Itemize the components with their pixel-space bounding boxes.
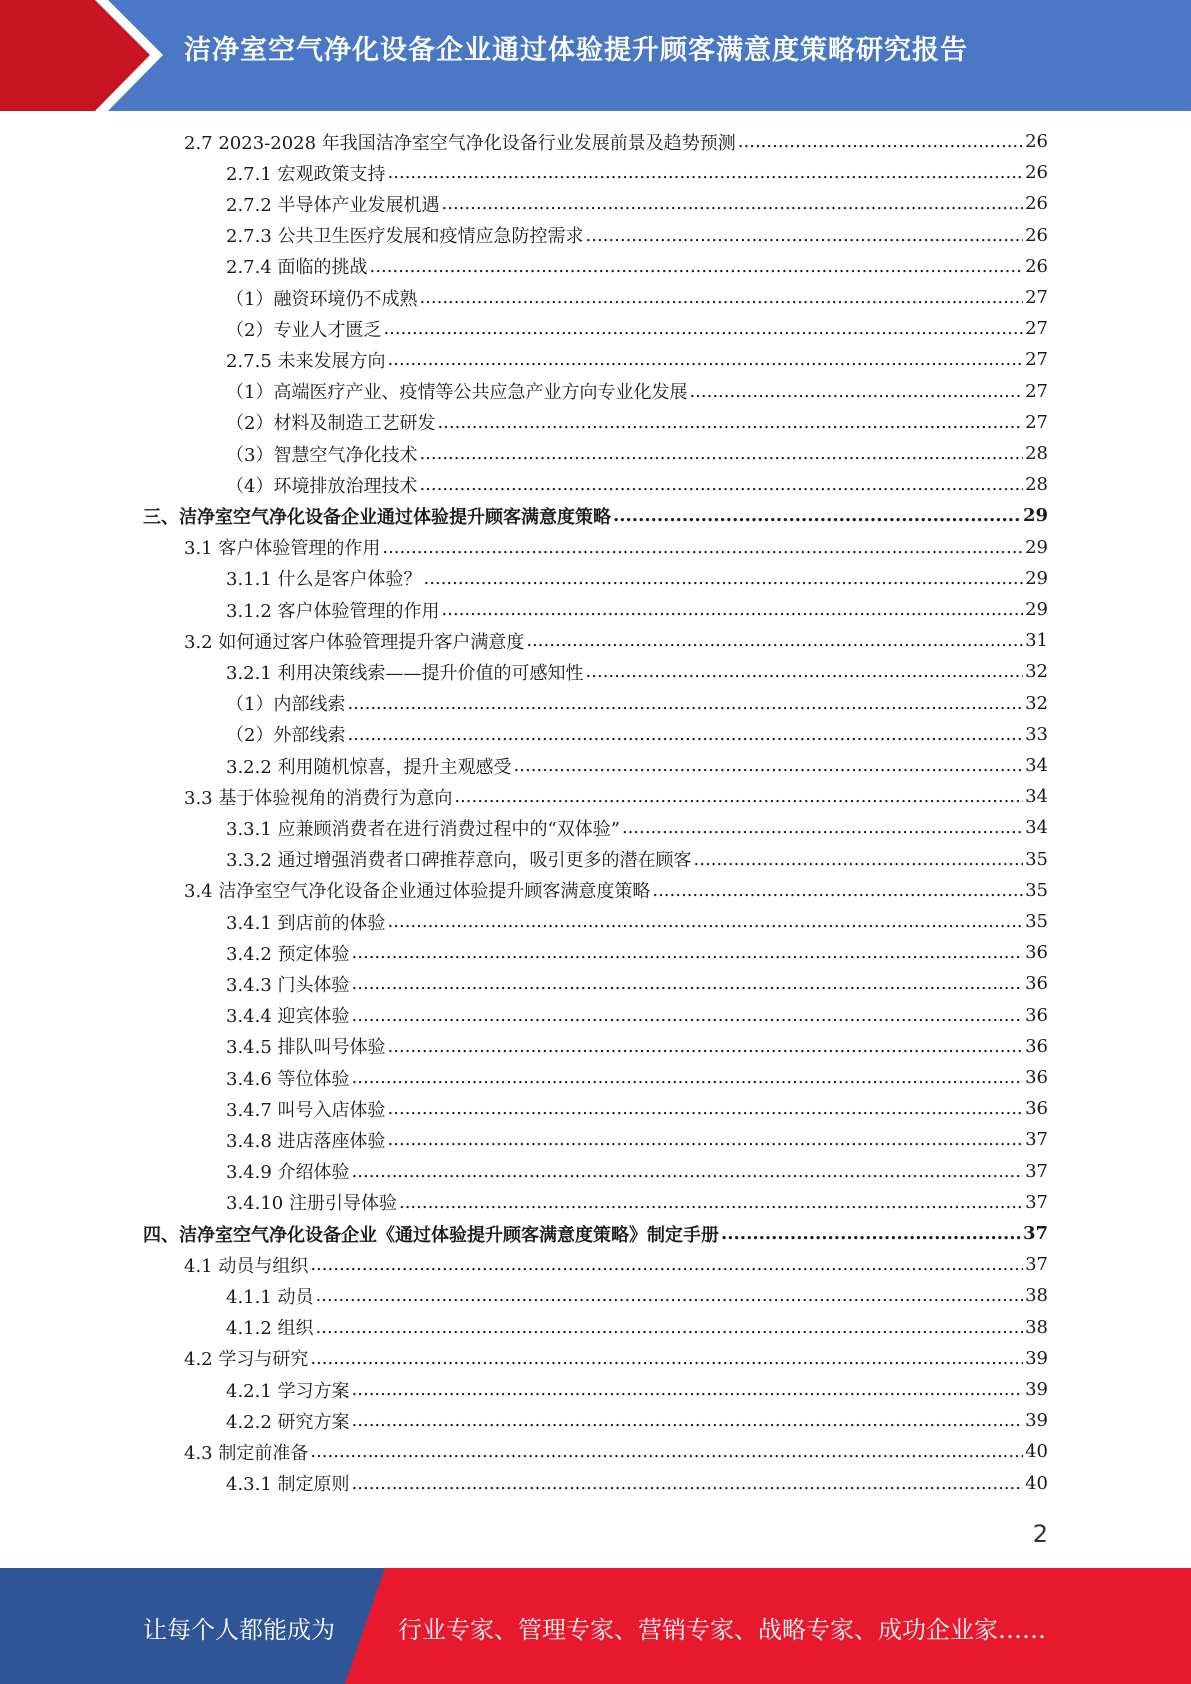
- toc-entry[interactable]: [226, 469, 1048, 500]
- toc-entry-page: 36: [1025, 973, 1048, 995]
- toc-leader-dots: [419, 474, 1023, 495]
- toc-entry-page: 35: [1025, 848, 1048, 870]
- toc-entry[interactable]: [226, 1031, 1048, 1062]
- toc-leader-dots: [316, 1317, 1024, 1338]
- toc-leader-dots: [388, 349, 1024, 370]
- toc-entry-page: 27: [1025, 318, 1048, 340]
- toc-entry-title: （2）专业人才匮乏: [226, 319, 382, 341]
- toc-leader-dots: [514, 755, 1024, 776]
- toc-leader-dots: [442, 599, 1024, 620]
- toc-leader-dots: [316, 1285, 1024, 1306]
- toc-entry-title: 3.3.1 应兼顾消费者在进行消费过程中的“双体验”: [226, 818, 620, 840]
- toc-entry-title: 3.4.2 预定体验: [226, 943, 350, 965]
- toc-entry-title: 四、洁净室空气净化设备企业《通过体验提升顾客满意度策略》制定手册: [143, 1224, 719, 1246]
- toc-entry-title: 2.7.2 半导体产业发展机遇: [226, 194, 440, 216]
- toc-entry-title: 2.7.4 面临的挑战: [226, 257, 368, 279]
- toc-entry[interactable]: [226, 1187, 1048, 1218]
- toc-entry-page: 37: [1025, 1191, 1048, 1213]
- toc-leader-dots: [613, 505, 1021, 526]
- toc-leader-dots: [352, 942, 1024, 963]
- toc-entry-page: 37: [1025, 1254, 1048, 1276]
- toc-entry-page: 39: [1025, 1379, 1048, 1400]
- toc-leader-dots: [352, 973, 1024, 994]
- toc-entry[interactable]: [226, 376, 1048, 407]
- toc-entry-page: 26: [1025, 193, 1048, 215]
- toc-entry-title: 4.1.1 动员: [226, 1286, 314, 1308]
- toc-entry[interactable]: [143, 1218, 1048, 1249]
- toc-entry-page: 34: [1025, 786, 1048, 808]
- toc-entry[interactable]: [226, 844, 1048, 875]
- toc-entry[interactable]: [226, 407, 1048, 438]
- toc-entry-page: 27: [1025, 380, 1048, 402]
- toc-entry-title: 4.2.1 学习方案: [226, 1380, 350, 1402]
- toc-entry[interactable]: [226, 282, 1048, 313]
- toc-entry[interactable]: [226, 1156, 1048, 1187]
- toc-entry-title: 4.3.1 制定原则: [226, 1474, 350, 1496]
- toc-entry-title: 4.2.2 研究方案: [226, 1411, 350, 1433]
- toc-entry-page: 37: [1025, 1160, 1048, 1182]
- toc-entry-title: 4.1 动员与组织: [184, 1255, 309, 1277]
- toc-entry-title: （3）智慧空气净化技术: [226, 444, 418, 466]
- toc-entry[interactable]: [184, 1343, 1048, 1374]
- toc-entry-title: 三、洁净室空气净化设备企业通过体验提升顾客满意度策略: [143, 506, 611, 528]
- toc-entry-page: 40: [1025, 1441, 1048, 1463]
- toc-leader-dots: [388, 1129, 1024, 1150]
- toc-leader-dots: [652, 880, 1023, 901]
- toc-entry-page: 37: [1025, 1129, 1048, 1151]
- toc-leader-dots: [352, 1161, 1024, 1182]
- toc-entry[interactable]: [226, 1374, 1048, 1405]
- toc-entry[interactable]: [226, 1124, 1048, 1155]
- toc-leader-dots: [352, 1379, 1024, 1400]
- toc-entry-title: 3.4.3 门头体验: [226, 974, 350, 996]
- page-footer: [0, 1568, 1191, 1684]
- toc-entry[interactable]: [143, 500, 1048, 531]
- toc-entry-page: 36: [1025, 1098, 1048, 1120]
- toc-entry-title: 2.7.5 未来发展方向: [226, 350, 386, 372]
- toc-entry-page: 39: [1025, 1410, 1048, 1432]
- toc-entry[interactable]: [184, 126, 1048, 157]
- toc-leader-dots: [310, 1348, 1023, 1369]
- toc-entry[interactable]: [226, 812, 1048, 843]
- toc-leader-dots: [586, 225, 1024, 246]
- toc-leader-dots: [399, 1192, 1023, 1213]
- toc-entry-page: 32: [1025, 692, 1048, 714]
- toc-leader-dots: [383, 318, 1023, 339]
- toc-entry[interactable]: [226, 157, 1048, 188]
- toc-entry-title: （1）高端医疗产业、疫情等公共应急产业方向专业化发展: [226, 382, 688, 404]
- toc-leader-dots: [454, 786, 1023, 807]
- toc-entry-page: 35: [1025, 879, 1048, 901]
- toc-entry-page: 38: [1025, 1285, 1048, 1307]
- toc-entry-title: 4.3 制定前准备: [184, 1442, 309, 1464]
- toc-leader-dots: [721, 1223, 1021, 1244]
- toc-entry[interactable]: [226, 656, 1048, 687]
- toc-entry[interactable]: [226, 937, 1048, 968]
- toc-leader-dots: [388, 162, 1024, 183]
- toc-entry-title: 3.2.1 利用决策线索——提升价值的可感知性: [226, 662, 584, 684]
- toc-entry-page: 27: [1025, 287, 1048, 308]
- page-number: 2: [1032, 1520, 1048, 1548]
- toc-entry-title: 3.4.1 到店前的体验: [226, 912, 386, 934]
- toc-entry[interactable]: [184, 532, 1048, 563]
- toc-entry-title: 2.7.1 宏观政策支持: [226, 163, 386, 185]
- toc-leader-dots: [526, 630, 1023, 651]
- toc-entry[interactable]: [226, 313, 1048, 344]
- toc-entry-page: 31: [1025, 630, 1048, 652]
- toc-entry[interactable]: [184, 875, 1048, 906]
- toc-entry-title: 3.2.2 利用随机惊喜，提升主观感受: [226, 756, 512, 778]
- toc-leader-dots: [586, 661, 1024, 682]
- toc-leader-dots: [382, 537, 1023, 558]
- toc-entry-page: 29: [1025, 599, 1048, 620]
- toc-entry-title: 3.3.2 通过增强消费者口碑推荐意向，吸引更多的潜在顾客: [226, 850, 692, 872]
- toc-entry[interactable]: [226, 906, 1048, 937]
- toc-entry-title: （1）融资环境仍不成熟: [226, 288, 418, 310]
- toc-entry-page: 29: [1025, 567, 1048, 589]
- toc-entry[interactable]: [226, 719, 1048, 750]
- toc-leader-dots: [419, 443, 1023, 464]
- toc-entry-page: 36: [1025, 1035, 1048, 1057]
- footer-slogan-right: 行业专家、管理专家、营销专家、战略专家、成功企业家……: [398, 1616, 1046, 1644]
- toc-leader-dots: [622, 817, 1023, 838]
- toc-entry[interactable]: [184, 781, 1048, 812]
- toc-entry[interactable]: [226, 344, 1048, 375]
- toc-entry[interactable]: [226, 1093, 1048, 1124]
- toc-entry[interactable]: [226, 594, 1048, 625]
- toc-leader-dots: [424, 568, 1024, 589]
- toc-entry-page: 40: [1025, 1472, 1048, 1494]
- toc-entry-title: 3.3 基于体验视角的消费行为意向: [184, 787, 453, 809]
- toc-entry-page: 27: [1025, 411, 1048, 433]
- toc-entry[interactable]: [226, 1000, 1048, 1031]
- toc-entry[interactable]: [184, 625, 1048, 656]
- toc-entry[interactable]: [226, 1280, 1048, 1311]
- toc-entry-page: 36: [1025, 1004, 1048, 1026]
- toc-leader-dots: [347, 693, 1023, 714]
- toc-leader-dots: [694, 849, 1024, 870]
- toc-entry-title: 3.4.9 介绍体验: [226, 1162, 350, 1184]
- toc-entry-title: 3.1.2 客户体验管理的作用: [226, 600, 440, 622]
- toc-entry-title: 3.4 洁净室空气净化设备企业通过体验提升顾客满意度策略: [184, 881, 651, 903]
- toc-leader-dots: [689, 381, 1023, 402]
- toc-entry-title: 3.4.6 等位体验: [226, 1068, 350, 1090]
- toc-entry-page: 29: [1025, 536, 1048, 558]
- toc-leader-dots: [388, 1036, 1024, 1057]
- toc-entry[interactable]: [226, 1468, 1048, 1499]
- toc-entry[interactable]: [226, 688, 1048, 719]
- toc-entry-page: 39: [1025, 1347, 1048, 1369]
- toc-entry[interactable]: [226, 220, 1048, 251]
- toc-entry-page: 37: [1022, 1223, 1048, 1244]
- toc-entry[interactable]: [184, 1249, 1048, 1280]
- toc-entry-title: 3.1 客户体验管理的作用: [184, 538, 381, 560]
- toc-entry[interactable]: [226, 750, 1048, 781]
- toc-leader-dots: [352, 1473, 1024, 1494]
- toc-entry[interactable]: [226, 968, 1048, 999]
- toc-entry-page: 29: [1022, 505, 1048, 527]
- toc-entry-page: 26: [1025, 224, 1048, 246]
- toc-entry-page: 26: [1025, 255, 1048, 277]
- toc-leader-dots: [419, 287, 1023, 308]
- toc-entry[interactable]: [226, 251, 1048, 282]
- toc-entry-title: 3.4.10 注册引导体验: [226, 1193, 397, 1215]
- toc-leader-dots: [352, 1005, 1024, 1026]
- toc-entry-title: 4.2 学习与研究: [184, 1349, 309, 1371]
- toc-entry-page: 28: [1025, 474, 1048, 496]
- toc-leader-dots: [738, 131, 1023, 152]
- toc-leader-dots: [352, 1410, 1024, 1431]
- toc-entry-page: 35: [1025, 911, 1048, 932]
- toc-leader-dots: [347, 724, 1023, 745]
- toc-entry-title: （1）内部线索: [226, 694, 346, 716]
- toc-leader-dots: [388, 1098, 1024, 1119]
- page-title: 洁净室空气净化设备企业通过体验提升顾客满意度策略研究报告: [184, 35, 968, 66]
- toc-entry-page: 27: [1025, 349, 1048, 371]
- toc-entry-title: 3.4.7 叫号入店体验: [226, 1099, 386, 1121]
- toc-entry[interactable]: [184, 1436, 1048, 1467]
- toc-entry-page: 28: [1025, 443, 1048, 464]
- toc-entry-title: 3.4.5 排队叫号体验: [226, 1037, 386, 1059]
- toc-leader-dots: [310, 1254, 1023, 1275]
- toc-entry-title: 3.2 如何通过客户体验管理提升客户满意度: [184, 631, 525, 653]
- toc-entry-title: 3.4.4 迎宾体验: [226, 1006, 350, 1028]
- toc-entry-title: 2.7.3 公共卫生医疗发展和疫情应急防控需求: [226, 226, 584, 248]
- toc-entry-title: 3.4.8 进店落座体验: [226, 1130, 386, 1152]
- toc-entry-page: 36: [1025, 942, 1048, 964]
- toc-entry-page: 34: [1025, 817, 1048, 839]
- toc-entry-title: 4.1.2 组织: [226, 1318, 314, 1340]
- toc-entry-title: 3.1.1 什么是客户体验？: [226, 569, 422, 591]
- page-header: [0, 0, 1191, 111]
- toc-leader-dots: [310, 1441, 1023, 1462]
- toc-leader-dots: [370, 256, 1024, 277]
- toc-leader-dots: [442, 193, 1024, 214]
- toc-entry-title: （2）材料及制造工艺研发: [226, 413, 436, 435]
- toc-entry-page: 36: [1025, 1067, 1048, 1088]
- toc-entry[interactable]: [226, 188, 1048, 219]
- toc-entry[interactable]: [226, 1405, 1048, 1436]
- toc-entry-page: 26: [1025, 162, 1048, 184]
- toc-entry-title: （4）环境排放治理技术: [226, 475, 418, 497]
- toc-entry-page: 26: [1025, 131, 1048, 152]
- toc-entry-page: 32: [1025, 661, 1048, 683]
- toc-entry[interactable]: [226, 563, 1048, 594]
- footer-slogan-left: 让每个人都能成为: [143, 1616, 335, 1644]
- toc-leader-dots: [388, 911, 1024, 932]
- toc-entry[interactable]: [226, 1062, 1048, 1093]
- toc-entry-page: 33: [1025, 723, 1048, 745]
- toc-entry[interactable]: [226, 1312, 1048, 1343]
- toc-entry-title: （2）外部线索: [226, 725, 346, 747]
- toc-entry[interactable]: [226, 438, 1048, 469]
- toc-leader-dots: [352, 1067, 1024, 1088]
- toc-entry-page: 34: [1025, 755, 1048, 776]
- toc-leader-dots: [437, 412, 1023, 433]
- toc-entry-title: 2.7 2023-2028 年我国洁净室空气净化设备行业发展前景及趋势预测: [184, 132, 736, 154]
- toc-entry-page: 38: [1025, 1316, 1048, 1338]
